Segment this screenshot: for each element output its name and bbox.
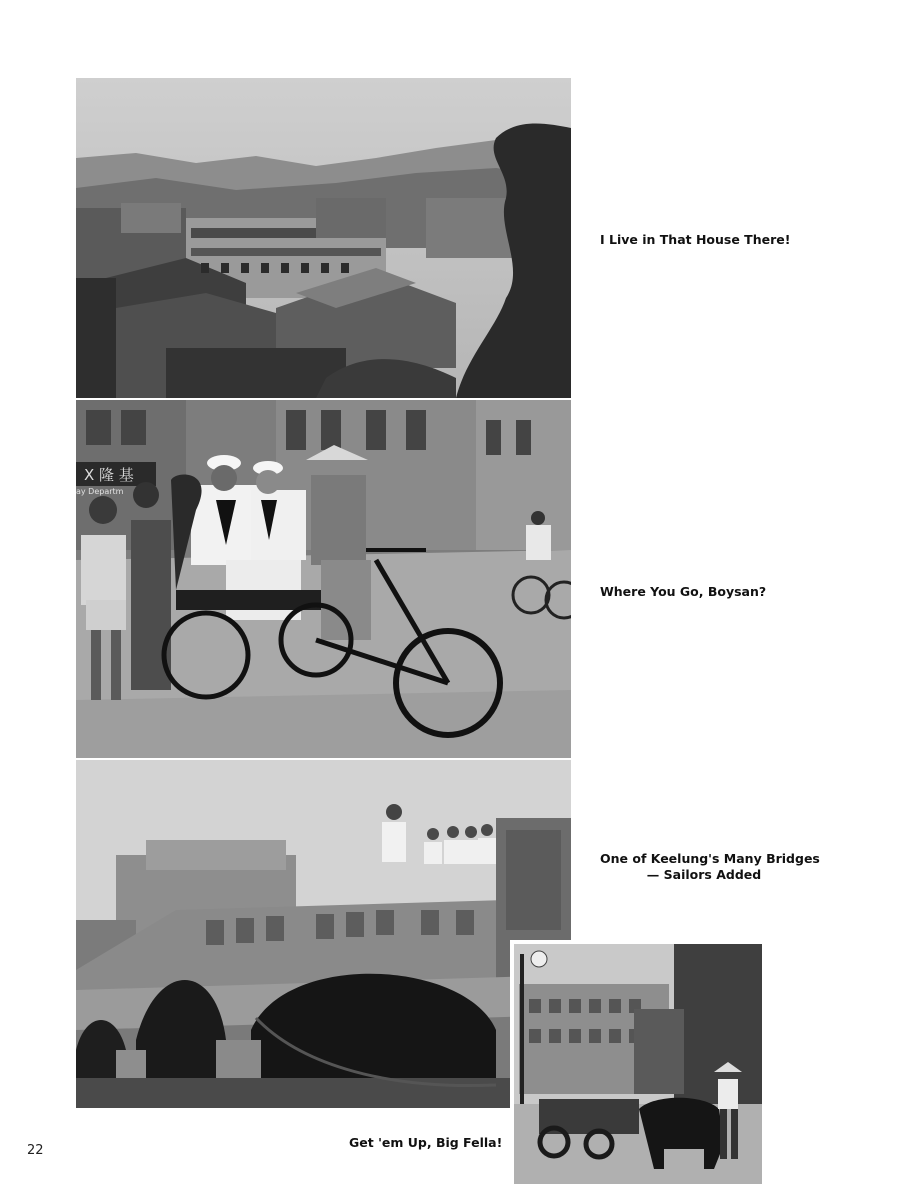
pedicab-image (76, 400, 571, 758)
caption-bridge (600, 851, 820, 883)
caption-pedicab: Where You Go, Boysan? (600, 584, 767, 599)
caption-bridge-line-1: One of Keelung's Many Bridges (600, 851, 820, 866)
caption-city-view: I Live in That House There! (600, 232, 791, 247)
shop-sign-english: ay Departm (76, 487, 124, 496)
city-view-image (76, 78, 571, 398)
bridge-image (76, 760, 571, 1108)
caption-ox-cart: Get 'em Up, Big Fella! (349, 1135, 503, 1150)
photo-pedicab (76, 400, 571, 758)
ox-cart-image (514, 944, 762, 1184)
photo-city-view (76, 78, 571, 398)
photo-ox-cart (510, 940, 762, 1184)
photo-bridge (76, 760, 571, 1108)
page-number: 22 (27, 1143, 44, 1158)
shop-sign-text: X 隆 基 (84, 466, 134, 484)
caption-bridge-line-2: — Sailors Added (646, 867, 762, 882)
